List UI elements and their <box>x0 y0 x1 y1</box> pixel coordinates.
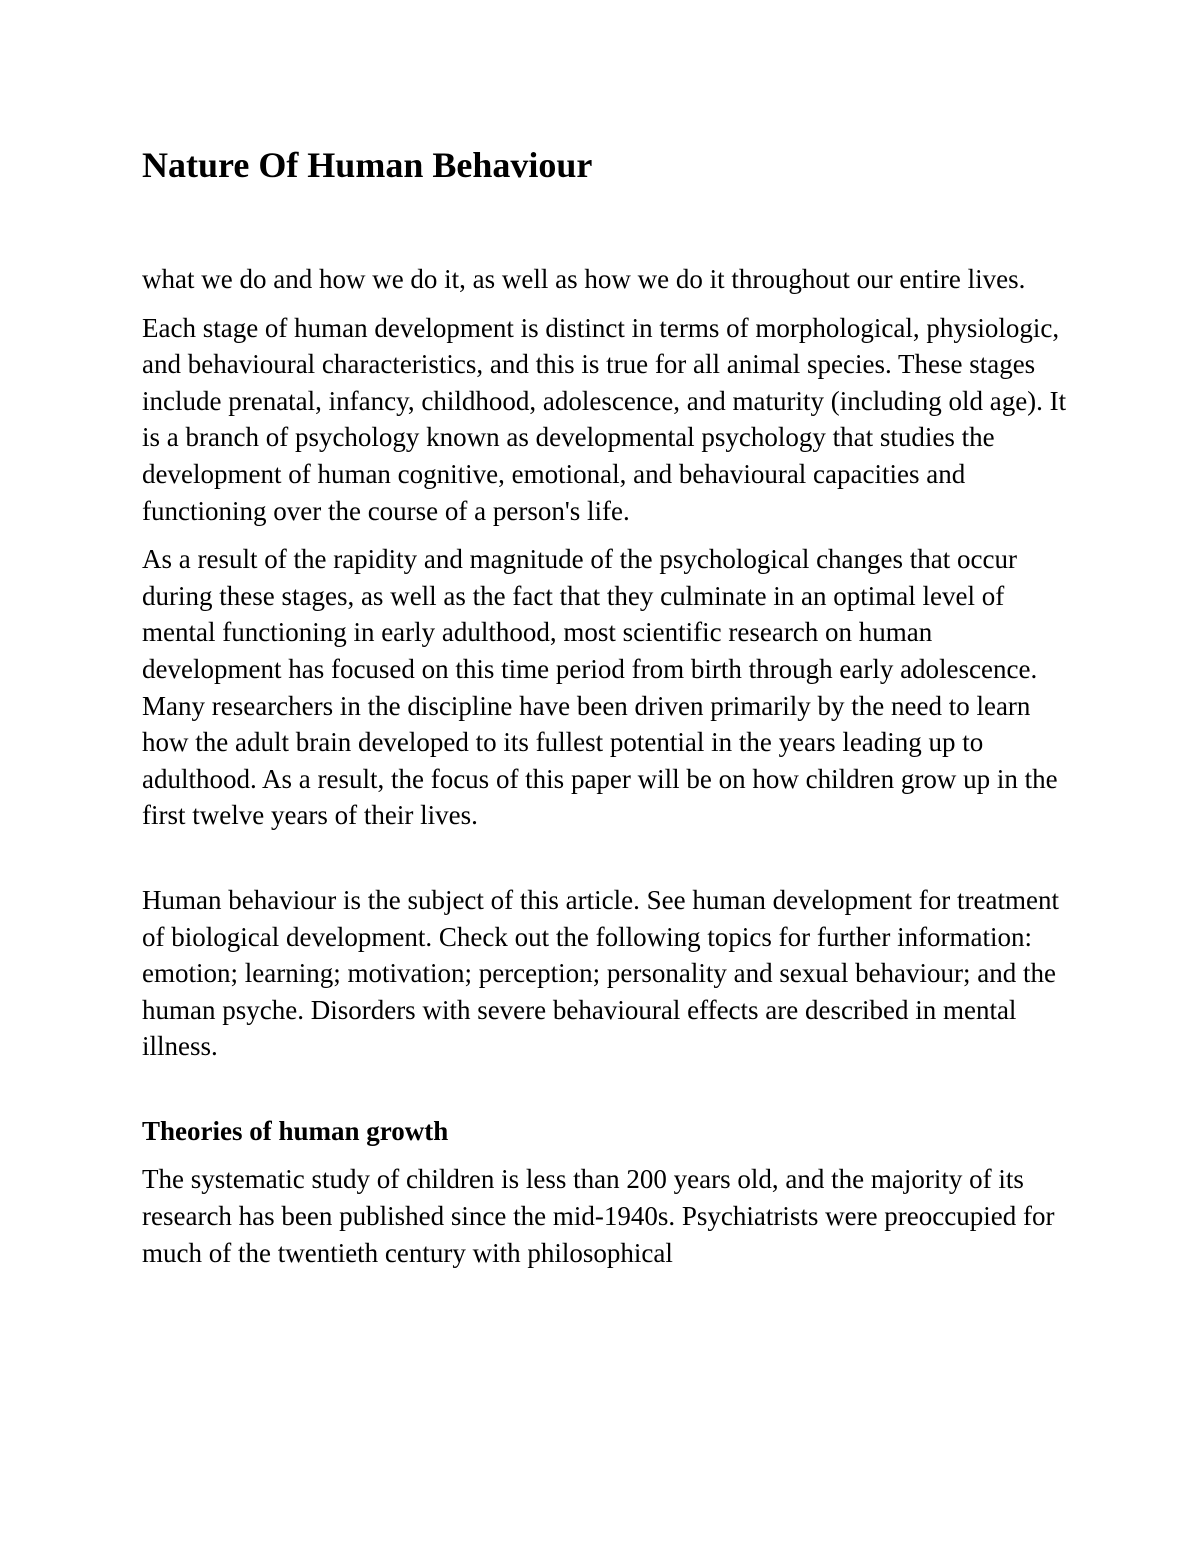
paragraph-intro: what we do and how we do it, as well as how we do it throughout our entire lives. <box>142 264 1026 294</box>
section-heading: Theories of human growth <box>142 1115 449 1146</box>
paragraph-systematic-study: The systematic study of children is less than 200 years old, and the majority of its research has been published since the mid-1940s. Psychiatrists were preoccupied for much of the twentieth century with philosophical <box>142 1164 1055 1268</box>
document-title: Nature Of Human Behaviour <box>142 145 593 185</box>
document-body <box>142 139 1072 1271</box>
paragraph-subject: Human behaviour is the subject of this article. See human development for treatment of biological development. Check out the following topics for further information: emotion; learning; motivation; perception; personality and sexual behaviour; and the human psyche. Disorders with severe behavioural effects are described in mental illness. <box>142 884 1059 1062</box>
paragraph-research: As a result of the rapidity and magnitude of the psychological changes that occur during these stages, as well as the fact that they culminate in an optimal level of mental functioning in early adulthood, most scientific research on human development has focused on this time period from birth through early adolescence. Many researchers in the discipline have been driven primarily by the need to learn how the adult brain developed to its fullest potential in the years leading up to adulthood. As a result, the focus of this paper will be on how children grow up in the first twelve years of their lives. <box>142 544 1058 831</box>
paragraph-stages: Each stage of human development is distinct in terms of morphological, physiologic, and behavioural characteristics, and this is true for all animal species. These stages include prenatal, infancy, childhood, adolescence, and maturity (including old age). It is a branch of psychology known as developmental psychology that studies the development of human cognitive, emotional, and behavioural capacities and functioning over the course of a person's life. <box>142 312 1067 526</box>
